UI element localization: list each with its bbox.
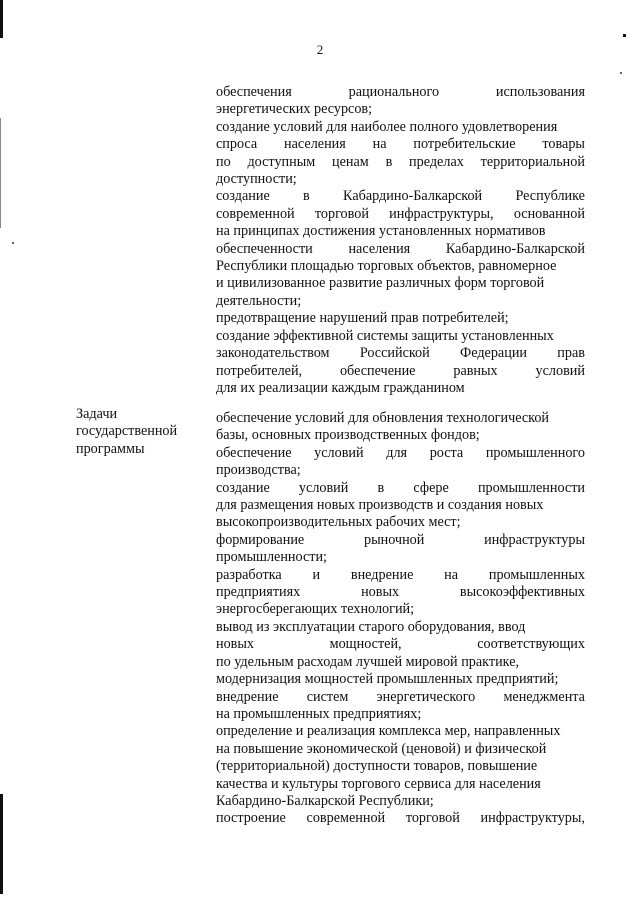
text-line: вывод из эксплуатации старого оборудования, ввод [216,618,526,635]
word: по [216,153,231,170]
scan-mark-top-left [0,0,3,38]
text-line [216,241,585,258]
label-line: программы [76,440,145,457]
word: формирование [216,531,305,548]
word: условий [535,362,585,379]
word: построение [216,810,286,827]
text-line [216,480,585,497]
word: инфраструктуры, [480,810,585,827]
word: в [377,479,385,496]
word: обеспечение [339,362,416,379]
text-line [216,567,585,584]
word: торговой [405,810,460,827]
word: высокоэффективных [459,584,585,601]
paragraph [216,84,585,397]
word: менеджмента [503,688,585,705]
text-line: промышленности; [216,549,327,566]
word: промышленности [477,479,585,496]
text-line: качества и культуры торгового сервиса для населения [216,775,541,792]
scan-dot-left [12,242,14,244]
text-line: и цивилизованное развитие различных форм торговой [216,275,545,292]
word: доступным [247,153,316,170]
text-line: на промышленных предприятиях; [216,705,422,722]
word: товары [542,136,585,153]
word: условий [298,479,349,496]
word: сфере [413,479,449,496]
word: населения [348,240,411,257]
word: обеспечение [216,444,292,461]
text-line: деятельности; [216,292,302,309]
word: потребителей, [216,362,303,379]
text-line: Кабардино-Балкарской Республики; [216,792,434,809]
word: спроса [216,136,258,153]
text-line: Республики площадью торговых объектов, равномерное [216,258,557,275]
tasks-section-label [76,406,204,458]
word: на [444,566,459,583]
scan-dot-right-small [620,72,622,74]
word: на [372,136,387,153]
word: обеспечения [216,84,292,100]
text-line [216,188,585,205]
text-line [216,154,585,171]
word: новых [361,584,400,601]
word: мощностей, [329,636,402,653]
word: современной [306,810,386,827]
text-line [216,206,585,223]
label-line: Задачи [76,406,118,422]
word: рационального [348,84,440,100]
word: инфраструктуры [484,531,585,548]
text-line [216,345,585,362]
word: населения [284,136,346,153]
text-line: по удельным расходам лучшей мировой практике, [216,653,520,670]
word: соответствующих [477,636,585,653]
word: пределах [409,153,464,170]
word: предприятиях [216,584,301,601]
text-line: энергосберегающих технологий; [216,601,415,618]
text-line: базы, основных производственных фондов; [216,427,480,444]
text-line: для размещения новых производств и создания новых [216,497,544,514]
page-number: 2 [316,42,324,57]
word: обеспеченности [216,240,313,257]
word: инфраструктуры, [389,205,494,222]
text-line [216,636,585,653]
text-line: для их реализации каждым гражданином [216,379,465,396]
text-line: определение и реализация комплекса мер, направленных [216,723,561,740]
word: потребительские [413,136,516,153]
word: Кабардино-Балкарской [343,188,483,205]
word: законодательством [216,345,330,362]
text-line: производства; [216,462,301,479]
text-line [216,136,585,153]
program-goals-text [216,84,585,397]
word: использования [495,84,585,100]
text-line [216,810,585,827]
word: Федерации [460,345,528,362]
paragraph [216,410,585,828]
word: в [303,188,310,205]
word: внедрение [350,566,414,583]
text-line [216,689,585,706]
text-line: энергетических ресурсов; [216,101,373,118]
word: и [312,566,321,583]
text-line: создание условий для наиболее полного удовлетворения [216,118,558,135]
word: в [385,153,393,170]
scan-dot-right [623,34,626,37]
text-line [216,584,585,601]
word: новых [216,636,255,653]
text-line [216,532,585,549]
word: внедрение [216,688,279,705]
text-line: модернизация мощностей промышленных предприятий; [216,671,559,688]
word: рыночной [363,531,425,548]
word: равных [453,362,498,379]
word: систем [306,688,349,705]
word: территориальной [480,153,585,170]
text-line [216,363,585,380]
word: основанной [513,205,585,222]
program-tasks-text [216,410,585,828]
word: Республике [515,188,585,205]
word: промышленного [485,444,585,461]
label-line: государственной [76,423,178,440]
text-line: высокопроизводительных рабочих мест; [216,514,461,531]
word: современной [216,205,295,222]
word: создание [216,188,270,205]
text-line: обеспечение условий для обновления технологической [216,410,550,426]
scan-mark-left-mid [0,118,1,228]
text-line [216,84,585,101]
text-line: на повышение экономической (ценовой) и физической [216,740,547,757]
word: для [386,444,408,461]
word: Российской [359,345,430,362]
scan-mark-bottom-left [0,794,3,894]
word: Кабардино-Балкарской [445,240,585,257]
text-line: (территориальной) доступности товаров, повышение [216,758,538,775]
word: создание [216,479,270,496]
word: прав [557,345,585,362]
text-line [216,445,585,462]
word: разработка [216,566,282,583]
word: условий [314,444,364,461]
word: торговой [314,205,369,222]
word: энергетического [376,688,476,705]
text-line: предотвращение нарушений прав потребителей; [216,310,509,327]
word: промышленных [488,566,585,583]
text-line: доступности; [216,171,297,188]
word: роста [429,444,464,461]
word: ценам [332,153,369,170]
text-line: на принципах достижения установленных нормативов [216,223,546,240]
text-line: создание эффективной системы защиты установленных [216,327,554,344]
